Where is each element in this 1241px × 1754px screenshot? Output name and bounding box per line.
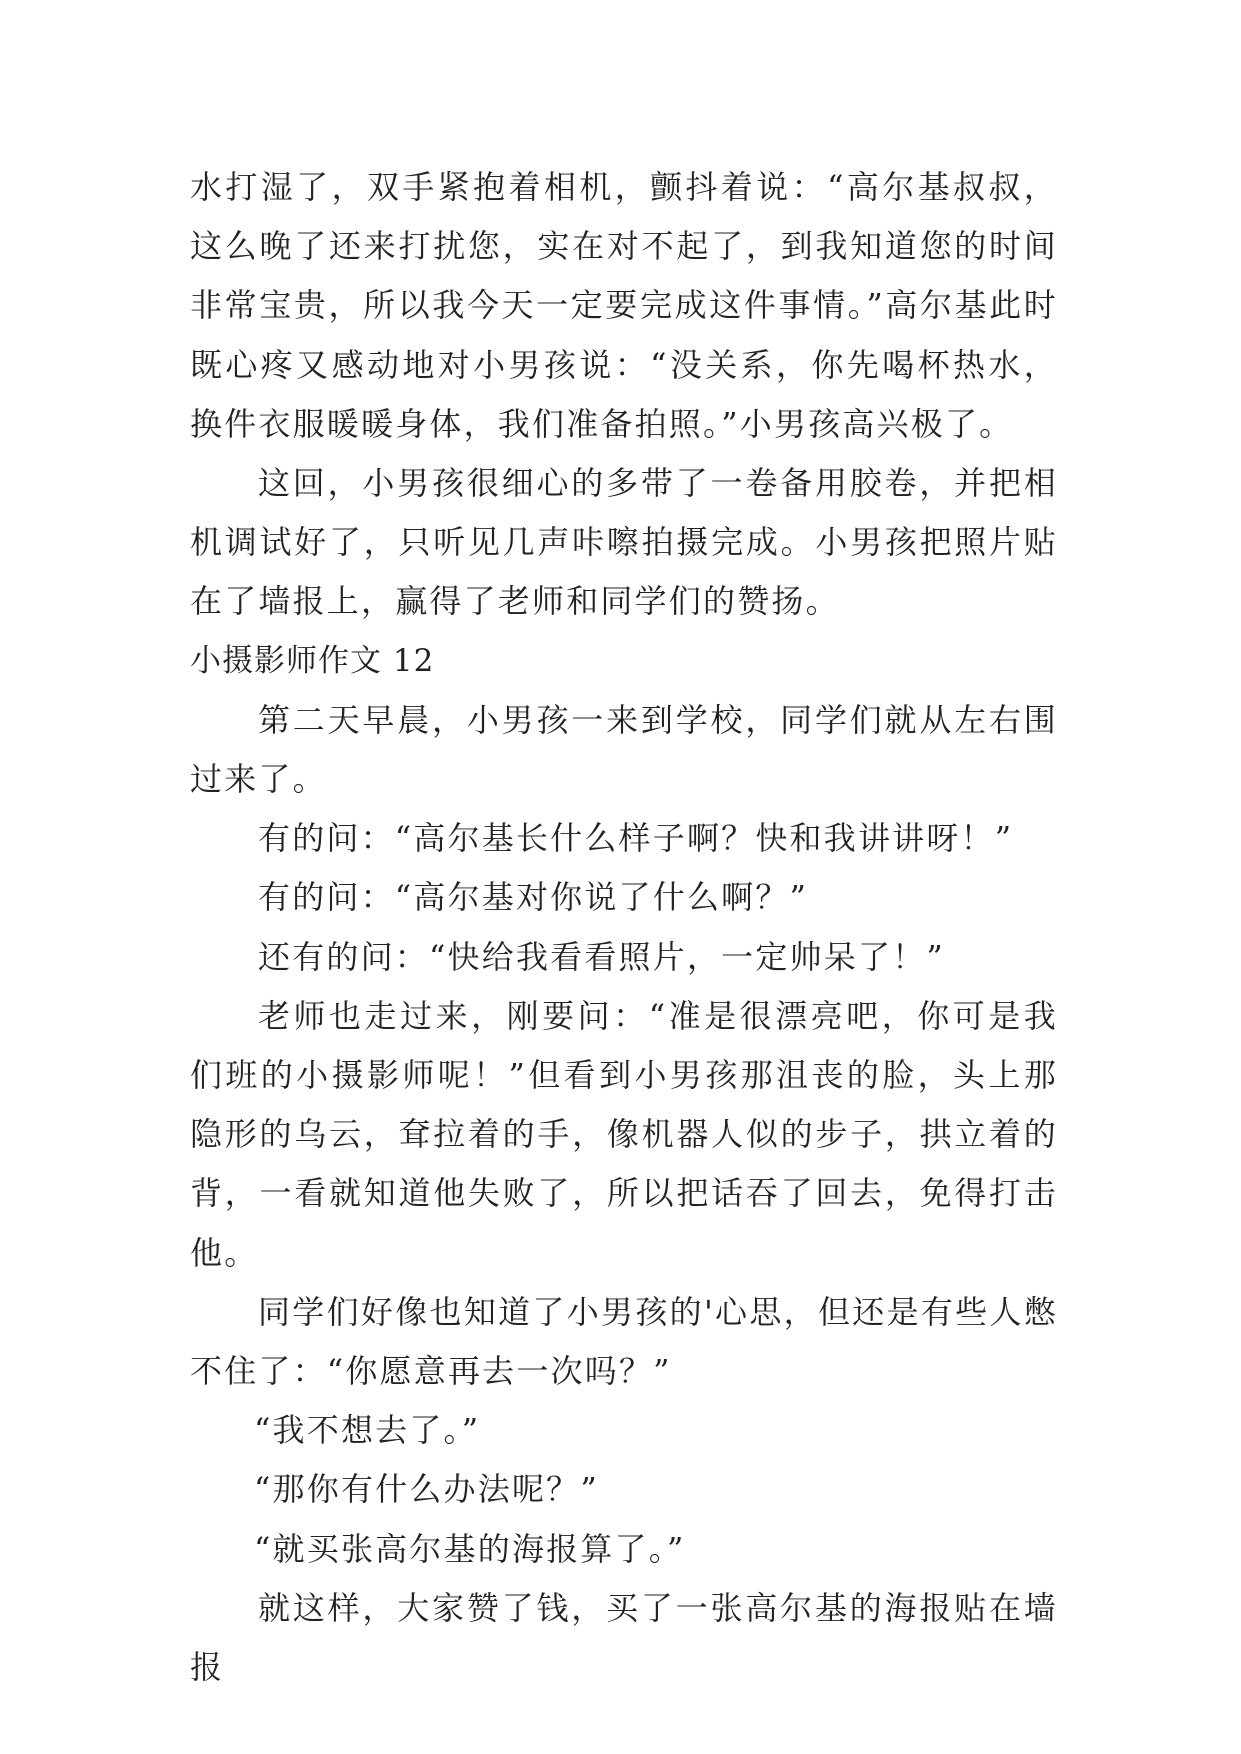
paragraph: 同学们好像也知道了小男孩的'心思，但还是有些人憋不住了：“你愿意再去一次吗？” — [190, 1292, 1058, 1391]
paragraph-truncated: 就这样，大家赞了钱，买了一张高尔基的海报贴在墙报 — [190, 1588, 1058, 1687]
dialogue-line: “就买张高尔基的海报算了。” — [254, 1529, 686, 1568]
article-body — [190, 158, 1058, 1697]
paragraph: 第二天早晨，小男孩一来到学校，同学们就从左右围过来了。 — [190, 700, 1058, 799]
section-heading: 小摄影师作文 12 — [190, 642, 435, 679]
paragraph: 老师也走过来，刚要问：“准是很漂亮吧，你可是我们班的小摄影师呢！”但看到小男孩那沮丧的脸，头上那隐形的乌云，耷拉着的手，像机器人似的步子，拱立着的背，一看就知道他失败了，所以把话吞了回去，免得打击他。 — [190, 996, 1058, 1272]
paragraph: 有的问：“高尔基对你说了什么啊？” — [258, 878, 809, 917]
paragraph: 还有的问：“快给我看看照片，一定帅呆了！” — [258, 937, 945, 976]
paragraph-continuation: 水打湿了，双手紧抱着相机，颤抖着说：“高尔基叔叔，这么晚了还来打扰您，实在对不起了，到我知道您的时间非常宝贵，所以我今天一定要完成这件事情。”高尔基此时既心疼又感动地对小男孩说：“没关系，你先喝杯热水，换件衣服暖暖身体，我们准备拍照。”小男孩高兴极了。 — [190, 168, 1058, 443]
dialogue-line: “我不想去了。” — [254, 1411, 481, 1450]
paragraph: 有的问：“高尔基长什么样子啊？快和我讲讲呀！” — [258, 819, 1014, 858]
dialogue-line: “那你有什么办法呢？” — [254, 1470, 599, 1509]
paragraph: 这回，小男孩很细心的多带了一卷备用胶卷，并把相机调试好了，只听见几声咔嚓拍摄完成。小男孩把照片贴在了墙报上，赢得了老师和同学们的赞扬。 — [190, 464, 1058, 621]
